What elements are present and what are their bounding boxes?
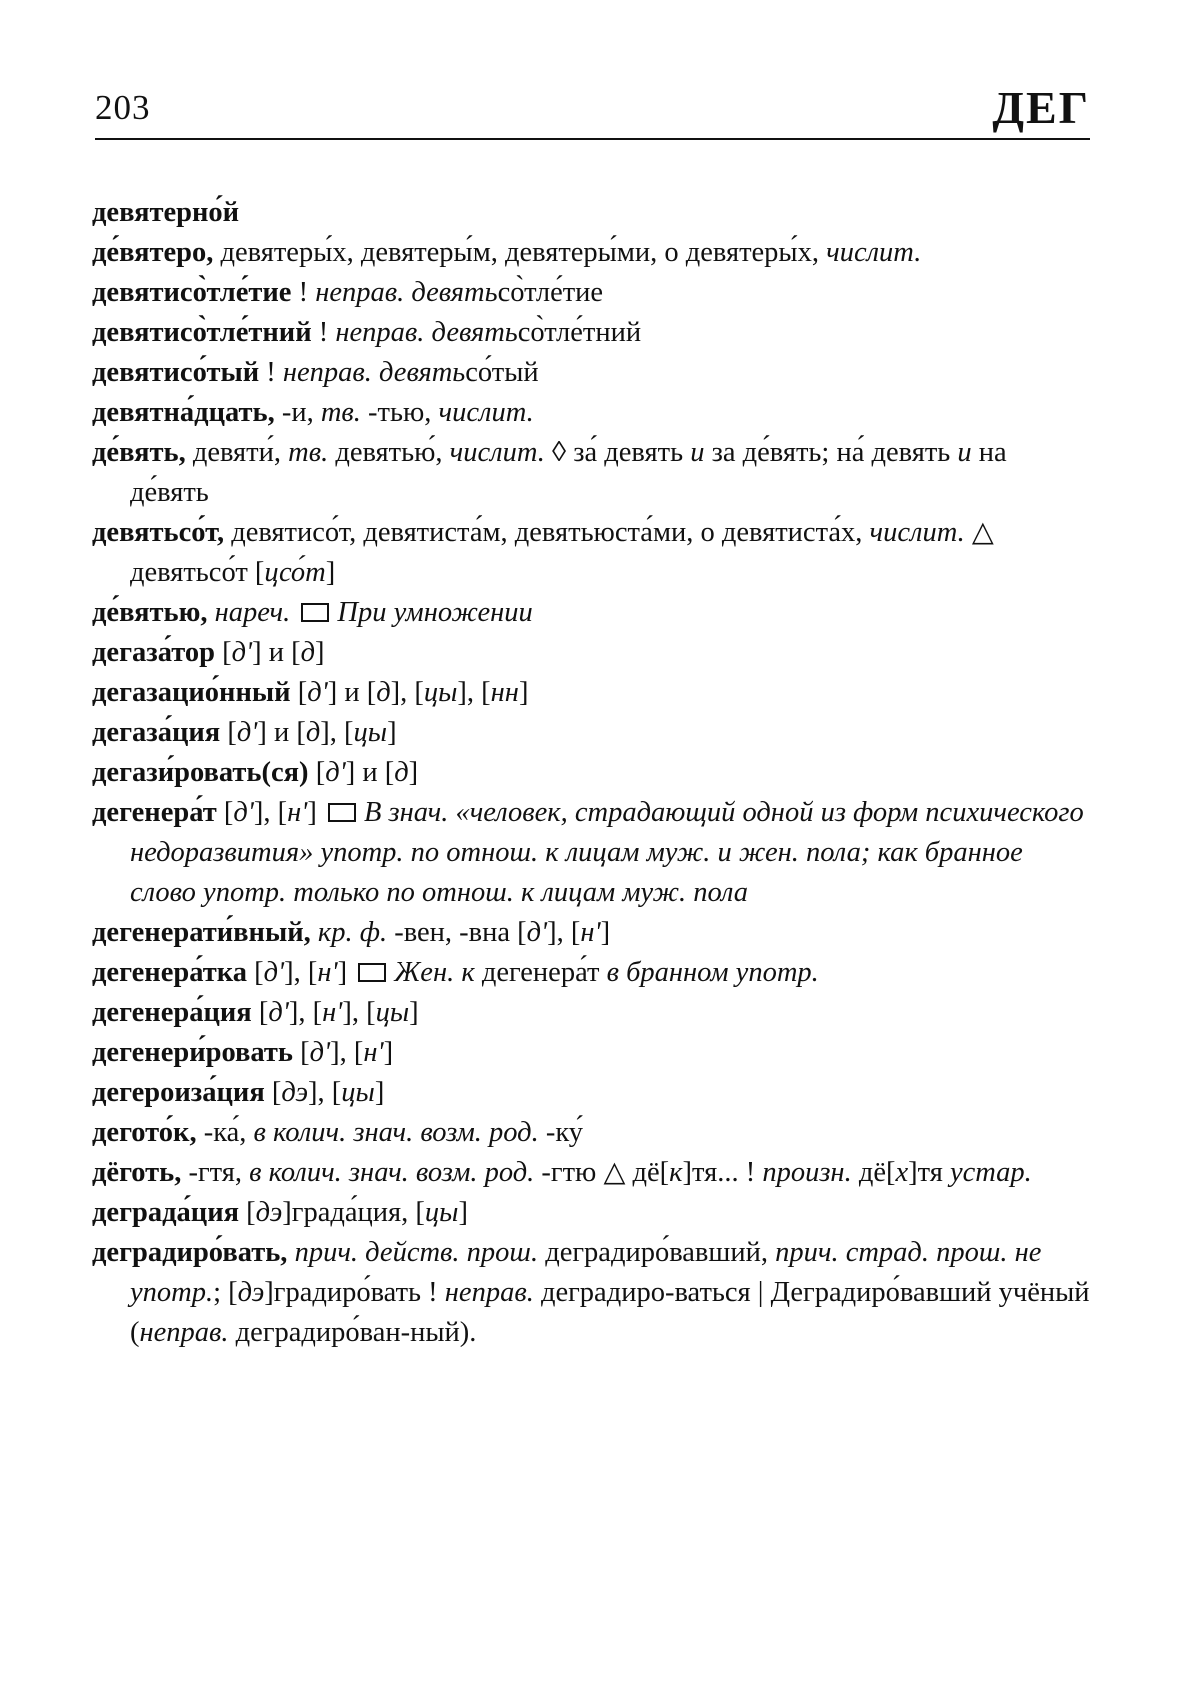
entry (92, 393, 1092, 433)
entry-text: ], [ (288, 997, 323, 1028)
transcription: дʹ (231, 637, 253, 668)
entry-text: девятисо́т, девятиста́м, девятьюста́ми, о девятиста́х, (224, 517, 870, 548)
entry (92, 913, 1092, 953)
entry-text: ! (291, 277, 316, 308)
entry-text: ], [ (457, 677, 491, 708)
transcription: дʹ (268, 997, 289, 1028)
usage-note-icon (301, 603, 329, 622)
entry-text: ]градиро́вать ! (264, 1277, 445, 1308)
transcription: нʹ (287, 797, 308, 828)
entry (92, 353, 1092, 393)
entry-text: ], [ (308, 1077, 342, 1108)
headword: деграда́ция (92, 1197, 240, 1228)
entry-text: ], [ (330, 1037, 364, 1068)
usage-note-icon (328, 803, 356, 822)
headword: дегенери́ровать (92, 1037, 293, 1068)
entry-text: ] (600, 917, 611, 948)
entry (92, 633, 1092, 673)
transcription: д (305, 717, 321, 748)
entry-label: неправ. (139, 1317, 229, 1348)
entry-text: девяти́, (185, 437, 289, 468)
entry-text: девятеры́х, девятеры́м, девятеры́ми, о девятеры́х, (213, 237, 827, 268)
headword: де́вятеро, (92, 237, 214, 268)
entry-text: ]тя (908, 1157, 950, 1188)
entry-text: ! (259, 357, 283, 388)
entry-text: ], [ (284, 957, 318, 988)
headword: дегенерати́вный, (92, 917, 311, 948)
transcription: дʹ (309, 1037, 331, 1068)
entry-text: ] и [ (252, 637, 301, 668)
headword: дегенера́ция (92, 997, 252, 1028)
headword: дегероиза́ция (92, 1077, 265, 1108)
entry-text: ] и [ (327, 677, 377, 708)
entry-text: -гтя, (181, 1157, 250, 1188)
usage-note: В знач. «человек, страдающий одной из форм психического недоразвития» употр. по отнош. к лицам муж. и жен. пола; как бранное слово употр. только по отнош. к лицам муж. пола (130, 797, 1084, 908)
entry-label: неправ. девять (335, 317, 518, 348)
entry-text: на де́вять (130, 437, 1007, 508)
headword: де́вятью, (92, 597, 208, 628)
headword: девятерно́й (92, 197, 240, 228)
usage-note: При умножении (337, 597, 533, 628)
entry-text: ; [ (213, 1277, 238, 1308)
entry (92, 1233, 1092, 1353)
entry-text: дегенера́т (474, 957, 607, 988)
transcription: х (895, 1157, 909, 1188)
entry (92, 513, 1092, 593)
entry-text: ] (315, 637, 325, 668)
entry-label: произн. (762, 1157, 852, 1188)
entry (92, 713, 1092, 753)
headword: деградиро́вать, (92, 1237, 288, 1268)
transcription: цы (375, 997, 410, 1028)
entry (92, 1153, 1092, 1193)
entry (92, 193, 1092, 233)
entry-text: ! (311, 317, 336, 348)
entry-text: -гтю △ дё[ (534, 1157, 670, 1188)
entry-text: [ (251, 997, 269, 1028)
transcription: дʹ (526, 917, 548, 948)
entry (92, 313, 1092, 353)
entry-text: ]града́ция, [ (282, 1197, 425, 1228)
entry-label: тв. (288, 437, 329, 468)
entry-text: [ (246, 957, 264, 988)
entry-text: [ (239, 1197, 256, 1228)
transcription: дʹ (263, 957, 285, 988)
usage-note: Жен. к (394, 957, 475, 988)
entry-label: числит. (869, 517, 965, 548)
entry-text: -ку́ (538, 1117, 584, 1148)
headword: дегенера́тка (92, 957, 247, 988)
headword: дегазацио́нный (92, 677, 291, 708)
dictionary-entries (92, 193, 1092, 1353)
entry-text: -ка́, (196, 1117, 254, 1148)
entry-text: деградиро-ваться | Деградиро́вавший учёный ( (130, 1277, 1090, 1348)
entry-text: деградиро́ван-ный). (228, 1317, 477, 1348)
entry-text (290, 597, 297, 628)
entry-label: прич. страд. прош. не употр. (130, 1237, 1042, 1308)
entry (92, 1193, 1092, 1233)
entry-text: ], [ (253, 797, 288, 828)
entry-label: в колич. знач. возм. род. (249, 1157, 535, 1188)
headword: дегаза́тор (92, 637, 215, 668)
transcription: цы (341, 1077, 375, 1108)
headword: де́вять, (92, 437, 186, 468)
entry-label: в колич. знач. возм. род. (253, 1117, 539, 1148)
entry-text: -тью, (360, 397, 439, 428)
entry-text: ] (518, 677, 529, 708)
entry-text: со̀тле́тие (497, 277, 604, 308)
entry-text: ] (374, 1077, 385, 1108)
entry-text: △ девятьсо́т [ (130, 517, 994, 588)
entry-text: ] (408, 757, 419, 788)
headword: дегаза́ция (92, 717, 221, 748)
entry-label: в бранном употр. (606, 957, 819, 988)
entry-text: со̀тле́тний (517, 317, 642, 348)
entry-text: ], [ (320, 717, 354, 748)
headword: дегенера́т (92, 797, 217, 828)
transcription: дэ (237, 1277, 265, 1308)
entry (92, 233, 1092, 273)
transcription: цы (423, 677, 458, 708)
transcription: дʹ (233, 797, 254, 828)
entry (92, 1033, 1092, 1073)
entry-text: -и, (274, 397, 321, 428)
entry-text: ] (307, 797, 324, 828)
entry-text: ] (337, 957, 355, 988)
entry-text: ] (409, 997, 419, 1028)
entry-label: и (957, 437, 972, 468)
entry-label: неправ. девять (315, 277, 498, 308)
entry (92, 673, 1092, 713)
transcription: нʹ (363, 1037, 384, 1068)
entry-text: [ (293, 1037, 310, 1068)
entry-text: девятью́, (328, 437, 450, 468)
entry-text: ◊ за́ девять (544, 437, 691, 468)
page-header (95, 78, 1090, 140)
headword: дегази́ровать(ся) (92, 757, 309, 788)
entry-text (287, 1237, 294, 1268)
entry-text: ] (383, 1037, 394, 1068)
entry (92, 993, 1092, 1033)
entry-text: деградиро́вавший, (538, 1237, 776, 1268)
entry-label: неправ. (444, 1277, 534, 1308)
entry (92, 953, 1092, 993)
page-number: 203 (95, 88, 151, 127)
entry-text: ] (325, 557, 336, 588)
headword: девятисо̀тле́тие (92, 277, 292, 308)
transcription: цсо́т (264, 557, 326, 588)
entry-label: неправ. девять (282, 357, 466, 388)
entry-text: ] и [ (257, 717, 306, 748)
transcription: д (376, 677, 391, 708)
entry-text: [ (308, 757, 326, 788)
guide-word: ДЕГ (992, 82, 1090, 133)
entry-label: числит. (438, 397, 534, 428)
transcription: цы (424, 1197, 459, 1228)
entry (92, 1073, 1092, 1113)
entry-text: [ (216, 797, 234, 828)
entry-text: [ (214, 637, 232, 668)
transcription: дʹ (325, 757, 346, 788)
headword: дегото́к, (92, 1117, 197, 1148)
transcription: нʹ (580, 917, 601, 948)
entry-text: [ (290, 677, 308, 708)
headword: девятьсо́т, (92, 517, 225, 548)
entry-text: ], [ (547, 917, 581, 948)
entry-label: нареч. (214, 597, 291, 628)
transcription: цы (353, 717, 388, 748)
entry-text: [ (220, 717, 237, 748)
headword: девятна́дцать, (92, 397, 275, 428)
headword: дёготь, (92, 1157, 182, 1188)
transcription: д (394, 757, 409, 788)
entry-text: [ (264, 1077, 282, 1108)
entry (92, 433, 1092, 513)
entry-text: ] (458, 1197, 468, 1228)
entry-label: числит. (449, 437, 545, 468)
transcription: д (300, 637, 315, 668)
entry-label: и (690, 437, 705, 468)
entry-label: тв. (320, 397, 361, 428)
entry-text: за де́вять; на́ девять (704, 437, 958, 468)
entry-label: прич. действ. прош. (294, 1237, 539, 1268)
transcription: дэ (255, 1197, 283, 1228)
entry-label: устар. (949, 1157, 1032, 1188)
entry-text: дё[ (851, 1157, 896, 1188)
entry-text: ], [ (342, 997, 376, 1028)
entry-text (207, 597, 214, 628)
entry (92, 1113, 1092, 1153)
entry-label: кр. ф. (317, 917, 388, 948)
transcription: дэ (281, 1077, 309, 1108)
headword: девятисо̀тле́тний (92, 317, 312, 348)
entry-text: со́тый (465, 357, 539, 388)
entry-text: ], [ (390, 677, 424, 708)
entry-text: -вен, -вна [ (387, 917, 527, 948)
entry-text (311, 917, 318, 948)
transcription: дʹ (307, 677, 328, 708)
entry (92, 793, 1092, 913)
transcription: нн (490, 677, 519, 708)
entry (92, 753, 1092, 793)
transcription: дʹ (236, 717, 258, 748)
entry-text: ] (387, 717, 397, 748)
transcription: нʹ (317, 957, 338, 988)
entry-text: ] и [ (345, 757, 395, 788)
transcription: к (669, 1157, 683, 1188)
entry (92, 593, 1092, 633)
usage-note-icon (358, 963, 386, 982)
entry-text: ]тя... ! (682, 1157, 763, 1188)
entry (92, 273, 1092, 313)
entry-label: числит. (826, 237, 922, 268)
headword: девятисо́тый (92, 357, 260, 388)
transcription: нʹ (322, 997, 343, 1028)
